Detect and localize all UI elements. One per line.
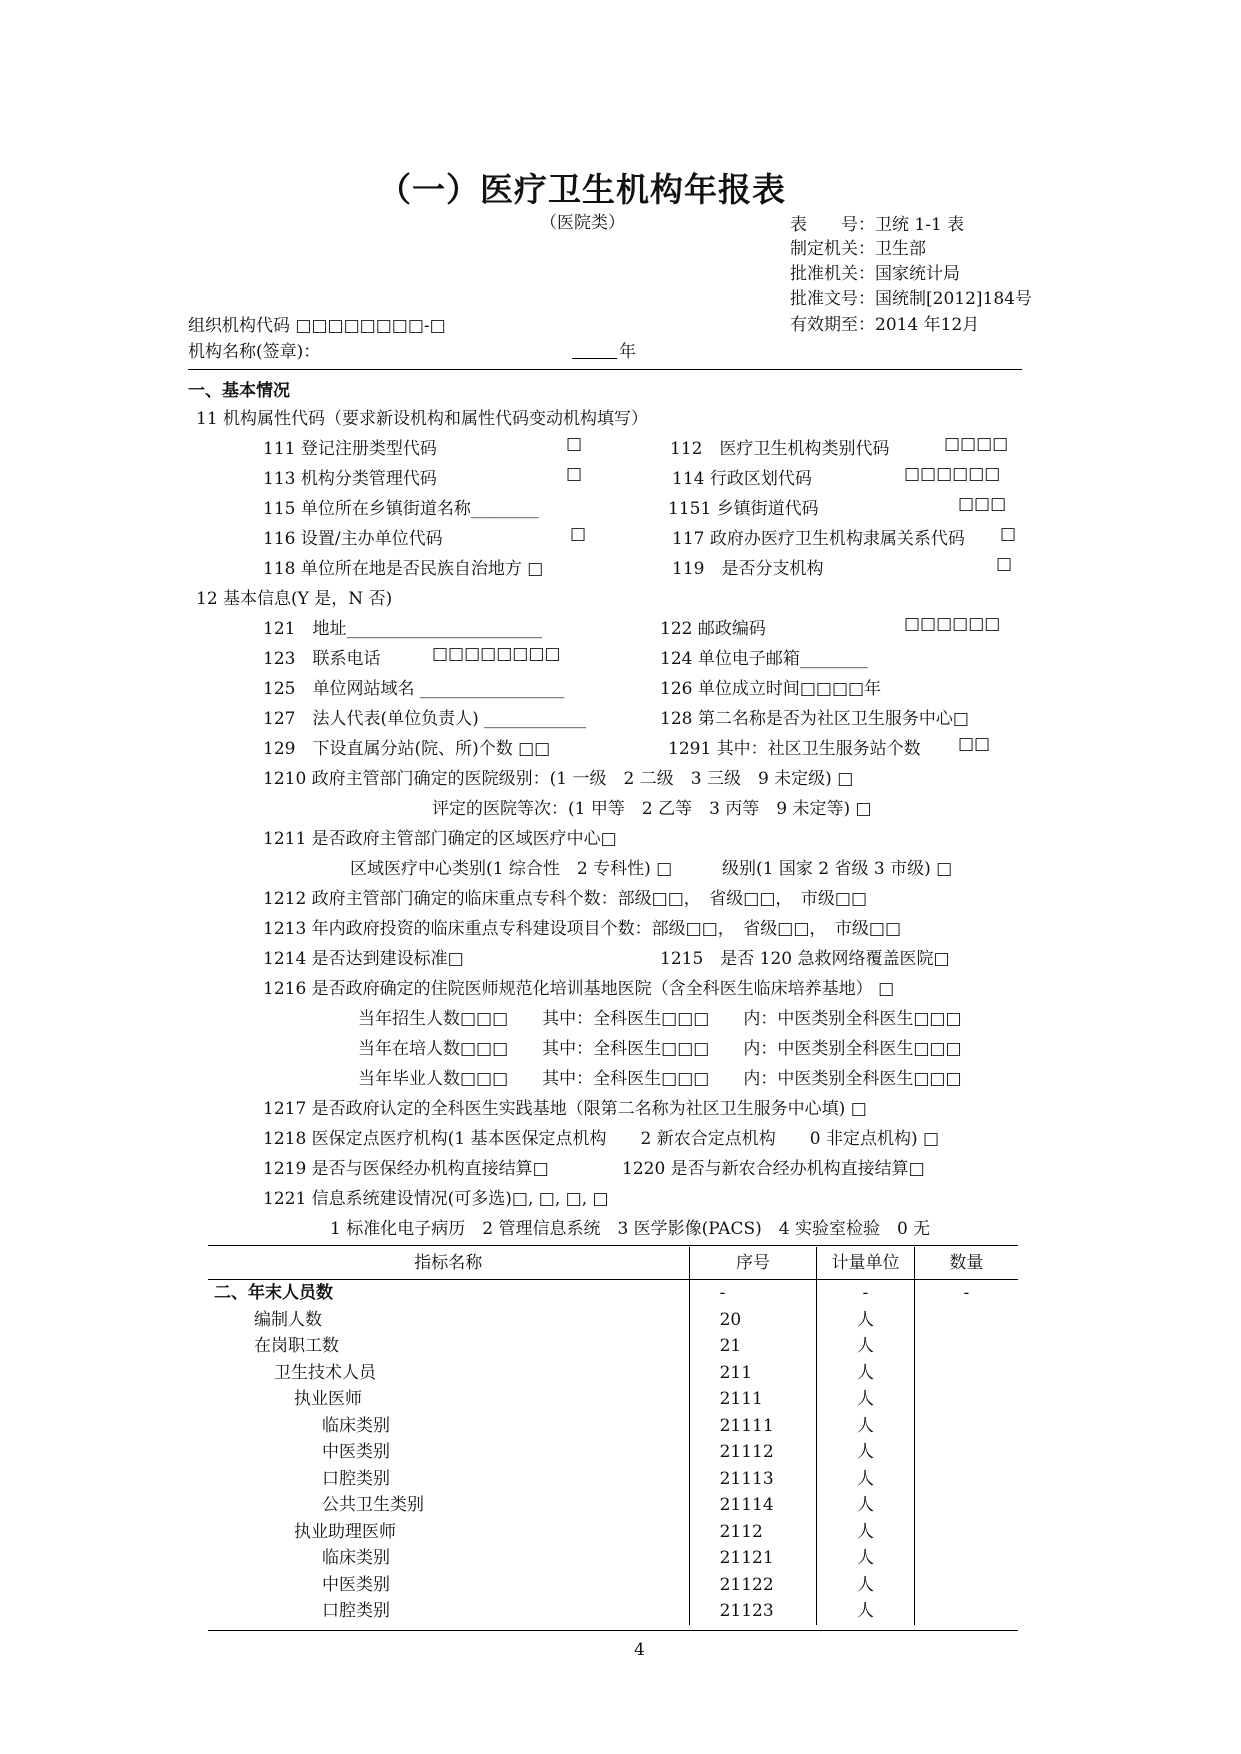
line-114-box[interactable]: □□□□□□ [904, 464, 1001, 484]
row-name: 执业助理医师 [208, 1519, 689, 1546]
form-title: （一）医疗卫生机构年报表 [378, 170, 786, 209]
org-code-field[interactable]: 组织机构代码 □□□□□□□□-□ [188, 316, 446, 336]
line-1151-label: 1151 乡镇街道代码 [668, 499, 819, 519]
line-112-box[interactable]: □□□□ [944, 434, 1009, 454]
line-119-box[interactable]: □ [996, 554, 1013, 574]
row-unit: 人 [817, 1439, 914, 1466]
row-quantity-input[interactable] [914, 1360, 1018, 1387]
row-unit: 人 [817, 1492, 914, 1519]
row-name: 执业医师 [208, 1386, 689, 1413]
line-1211-type[interactable]: 区域医疗中心类别(1 综合性 2 专科性) □ [350, 859, 673, 879]
row-code: 21113 [689, 1466, 817, 1493]
line-113-label: 113 机构分类管理代码 [263, 469, 437, 489]
table-row [208, 1413, 1018, 1440]
row-quantity-input[interactable] [914, 1307, 1018, 1334]
line-118[interactable]: 118 单位所在地是否民族自治地方 □ [263, 559, 544, 579]
row-code: 2112 [689, 1519, 817, 1546]
row-unit: 人 [817, 1333, 914, 1360]
line-121[interactable]: 121 地址_______________________ [263, 619, 542, 639]
line-116-label: 116 设置/主办单位代码 [263, 529, 443, 549]
row-code: 21121 [689, 1545, 817, 1572]
line-113-box[interactable]: □ [566, 464, 583, 484]
line-112-label: 112 医疗卫生机构类别代码 [670, 439, 890, 459]
header-quantity: 数量 [914, 1247, 1018, 1280]
line-1212[interactable]: 1212 政府主管部门确定的临床重点专科个数：部级□□， 省级□□， 市级□□ [263, 889, 868, 909]
line-1215[interactable]: 1215 是否 120 急救网络覆盖医院□ [660, 949, 950, 969]
row-quantity-input[interactable] [914, 1386, 1018, 1413]
line-127[interactable]: 127 法人代表(单位负责人) ____________ [263, 709, 587, 729]
table-row [208, 1307, 1018, 1334]
row-code: 21111 [689, 1413, 817, 1440]
line-115[interactable]: 115 单位所在乡镇街道名称________ [263, 499, 539, 519]
line-111-label: 111 登记注册类型代码 [263, 439, 437, 459]
row-unit: 人 [817, 1545, 914, 1572]
line-1291-box[interactable]: □□ [958, 734, 991, 754]
line-123-label: 123 联系电话 [263, 649, 381, 669]
table-row [208, 1386, 1018, 1413]
issuing-authority: 制定机关：卫生部 [790, 239, 926, 259]
table-header-row [208, 1247, 1018, 1280]
line-123-box[interactable]: □□□□□□□□ [432, 644, 561, 664]
line-119-label: 119 是否分支机构 [672, 559, 824, 579]
row-unit: - [817, 1280, 914, 1307]
table-row [208, 1598, 1018, 1625]
form-subtitle: （医院类） [540, 213, 625, 233]
row-unit: 人 [817, 1307, 914, 1334]
line-1210-grade[interactable]: 评定的医院等次：(1 甲等 2 乙等 3 丙等 9 未定等) □ [432, 799, 872, 819]
row-code: 21112 [689, 1439, 817, 1466]
year-blank[interactable] [572, 358, 617, 359]
line-1211[interactable]: 1211 是否政府主管部门确定的区域医疗中心□ [263, 829, 617, 849]
line-12: 12 基本信息(Y 是，N 否) [196, 589, 393, 609]
line-11: 11 机构属性代码（要求新设机构和属性代码变动机构填写） [196, 409, 649, 429]
line-117-label: 117 政府办医疗卫生机构隶属关系代码 [672, 529, 965, 549]
valid-until: 有效期至：2014 年12月 [790, 315, 980, 335]
line-1221[interactable]: 1221 信息系统建设情况(可多选)□, □, □, □ [263, 1189, 609, 1209]
org-name-field[interactable]: 机构名称(签章)： [188, 342, 321, 362]
line-1216-enrolled[interactable]: 当年招生人数□□□ 其中：全科医生□□□ 内：中医类别全科医生□□□ [358, 1009, 962, 1029]
line-1291-label: 1291 其中：社区卫生服务站个数 [668, 739, 921, 759]
row-unit: 人 [817, 1519, 914, 1546]
row-name: 中医类别 [208, 1439, 689, 1466]
row-name: 口腔类别 [208, 1466, 689, 1493]
row-quantity-input[interactable] [914, 1333, 1018, 1360]
line-1214[interactable]: 1214 是否达到建设标准□ [263, 949, 464, 969]
row-unit: 人 [817, 1572, 914, 1599]
row-quantity-input[interactable] [914, 1413, 1018, 1440]
line-129[interactable]: 129 下设直属分站(院、所)个数 □□ [263, 739, 551, 759]
line-1210[interactable]: 1210 政府主管部门确定的医院级别：(1 一级 2 二级 3 三级 9 未定级) □ [263, 769, 854, 789]
section-basic-info-title: 一、基本情况 [188, 381, 290, 401]
table-bottom-rule [208, 1630, 1018, 1631]
line-128[interactable]: 128 第二名称是否为社区卫生服务中心□ [660, 709, 969, 729]
row-unit: 人 [817, 1386, 914, 1413]
row-code: - [689, 1280, 817, 1307]
line-1216-graduated[interactable]: 当年毕业人数□□□ 其中：全科医生□□□ 内：中医类别全科医生□□□ [358, 1069, 962, 1089]
row-unit: 人 [817, 1360, 914, 1387]
line-1221-options: 1 标准化电子病历 2 管理信息系统 3 医学影像(PACS) 4 实验室检验 0 无 [330, 1219, 931, 1239]
table-row [208, 1572, 1018, 1599]
row-name: 卫生技术人员 [208, 1360, 689, 1387]
line-1216[interactable]: 1216 是否政府确定的住院医师规范化培训基地医院（含全科医生临床培养基地） □ [263, 979, 895, 999]
staff-table [208, 1247, 1018, 1625]
line-1217[interactable]: 1217 是否政府认定的全科医生实践基地（限第二名称为社区卫生服务中心填) □ [263, 1099, 867, 1119]
row-code: 2111 [689, 1386, 817, 1413]
row-code: 21 [689, 1333, 817, 1360]
header-serial: 序号 [689, 1247, 817, 1280]
table-top-rule [208, 1245, 1018, 1246]
header-divider [188, 369, 1022, 370]
line-122-box[interactable]: □□□□□□ [904, 614, 1001, 634]
table-row [208, 1519, 1018, 1546]
table-row [208, 1545, 1018, 1572]
row-name: 在岗职工数 [208, 1333, 689, 1360]
row-unit: 人 [817, 1598, 914, 1625]
row-quantity-input[interactable] [914, 1572, 1018, 1599]
row-code: 211 [689, 1360, 817, 1387]
form-number: 表 号：卫统 1-1 表 [790, 215, 965, 235]
line-126[interactable]: 126 单位成立时间□□□□年 [660, 679, 882, 699]
row-name: 公共卫生类别 [208, 1492, 689, 1519]
row-quantity-input[interactable] [914, 1545, 1018, 1572]
line-1151-box[interactable]: □□□ [958, 494, 1007, 514]
line-117-box[interactable]: □ [1000, 524, 1017, 544]
row-name: 中医类别 [208, 1572, 689, 1599]
row-name: 口腔类别 [208, 1598, 689, 1625]
row-code: 21123 [689, 1598, 817, 1625]
line-1213[interactable]: 1213 年内政府投资的临床重点专科建设项目个数：部级□□， 省级□□， 市级□□ [263, 919, 902, 939]
line-1219[interactable]: 1219 是否与医保经办机构直接结算□ [263, 1159, 549, 1179]
row-name: 临床类别 [208, 1545, 689, 1572]
approval-number: 批准文号：国统制[2012]184号 [790, 289, 1032, 309]
year-label: 年 [619, 342, 636, 362]
table-row [208, 1466, 1018, 1493]
line-1216-training[interactable]: 当年在培人数□□□ 其中：全科医生□□□ 内：中医类别全科医生□□□ [358, 1039, 962, 1059]
row-name: 编制人数 [208, 1307, 689, 1334]
row-code: 20 [689, 1307, 817, 1334]
line-111-box[interactable]: □ [566, 434, 583, 454]
row-name: 临床类别 [208, 1413, 689, 1440]
line-1220[interactable]: 1220 是否与新农合经办机构直接结算□ [622, 1159, 925, 1179]
row-quantity-input[interactable] [914, 1466, 1018, 1493]
line-1218[interactable]: 1218 医保定点医疗机构(1 基本医保定点机构 2 新农合定点机构 0 非定点机构) □ [263, 1129, 940, 1149]
table-row [208, 1280, 1018, 1307]
page-number: 4 [634, 1640, 645, 1660]
row-code: 21122 [689, 1572, 817, 1599]
line-1211-level[interactable]: 级别(1 国家 2 省级 3 市级) □ [722, 859, 953, 879]
line-114-label: 114 行政区划代码 [672, 469, 812, 489]
approving-authority: 批准机关：国家统计局 [790, 264, 960, 284]
row-unit: 人 [817, 1413, 914, 1440]
header-unit: 计量单位 [817, 1247, 914, 1280]
table-row [208, 1360, 1018, 1387]
row-quantity-input[interactable] [914, 1598, 1018, 1625]
table-row [208, 1439, 1018, 1466]
row-quantity-input[interactable] [914, 1519, 1018, 1546]
line-125[interactable]: 125 单位网站域名 _________________ [263, 679, 565, 699]
row-unit: 人 [817, 1466, 914, 1493]
row-quantity: - [963, 1283, 970, 1304]
table-row [208, 1492, 1018, 1519]
header-indicator-name: 指标名称 [208, 1247, 689, 1280]
line-122-label: 122 邮政编码 [660, 619, 766, 639]
row-code: 21114 [689, 1492, 817, 1519]
line-124[interactable]: 124 单位电子邮箱________ [660, 649, 868, 669]
line-116-box[interactable]: □ [570, 524, 587, 544]
row-quantity-input[interactable] [914, 1492, 1018, 1519]
table-row [208, 1333, 1018, 1360]
row-quantity-input[interactable] [914, 1439, 1018, 1466]
row-name: 二、年末人员数 [208, 1280, 689, 1307]
